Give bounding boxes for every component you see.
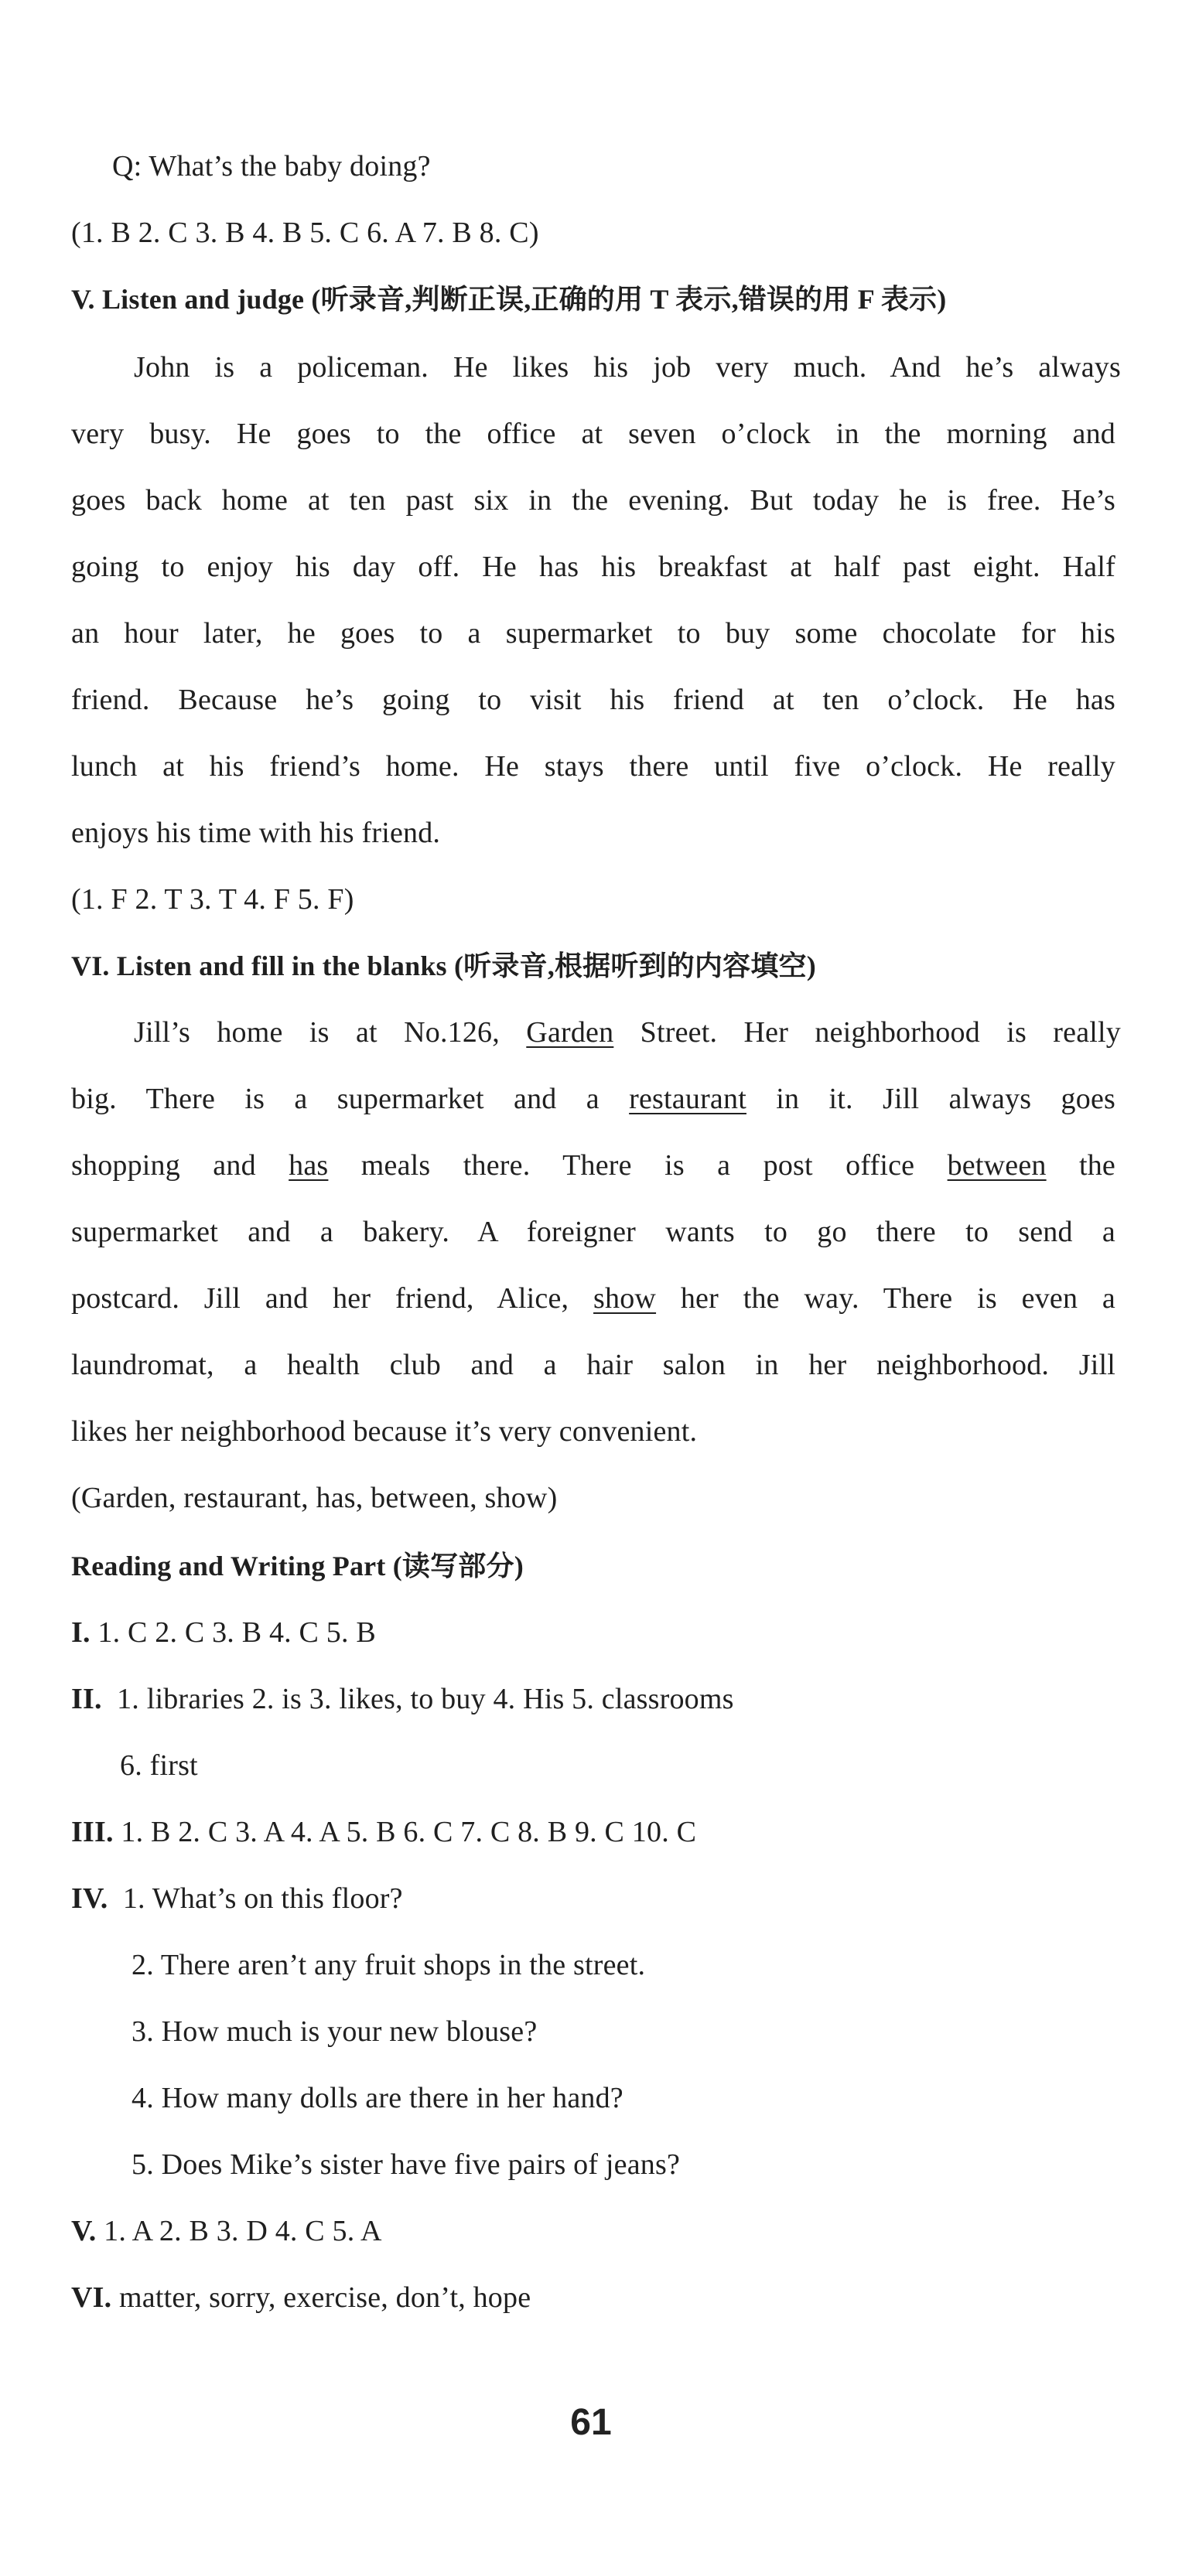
blank-answer: restaurant [629, 1083, 746, 1115]
passage-line: friend. Because he’s going to visit his friend at ten o’clock. He has [71, 684, 1115, 716]
rw-iv-item: 4. How many dolls are there in her hand? [132, 2082, 623, 2114]
passage-line: very busy. He goes to the office at seven o’clock in the morning and [71, 418, 1115, 450]
section-label: III. [71, 1816, 114, 1848]
section-v-heading: V. Listen and judge (听录音,判断正误,正确的用 T 表示,错误的用 F 表示) [71, 284, 947, 315]
passage-line: an hour later, he goes to a supermarket to buy some chocolate for his [71, 617, 1115, 650]
passage-line: lunch at his friend’s home. He stays there until five o’clock. He really [71, 750, 1115, 783]
question-line: Q: What’s the baby doing? [112, 150, 431, 183]
passage-line: goes back home at ten past six in the evening. But today he is free. He’s [71, 484, 1115, 517]
passage-line: going to enjoy his day off. He has his breakfast at half past eight. Half [71, 551, 1115, 583]
rw-section-iii: III. 1. B 2. C 3. A 4. A 5. B 6. C 7. C 8. B 9. C 10. C [71, 1810, 1115, 1854]
blank-answer: Garden [526, 1016, 614, 1049]
page-number: 61 [570, 2402, 612, 2443]
passage-line: shopping and has meals there. There is a post office between the [71, 1149, 1115, 1182]
passage-line: laundromat, a health club and a hair salon in her neighborhood. Jill [71, 1349, 1115, 1381]
rw-iv-item: 5. Does Mike’s sister have five pairs of jeans? [132, 2148, 681, 2181]
answers-section-v: (1. F 2. T 3. T 4. F 5. F) [71, 883, 354, 916]
blank-answer: has [289, 1149, 329, 1182]
passage-line: likes her neighborhood because it’s very convenient. [71, 1415, 698, 1448]
passage-line: postcard. Jill and her friend, Alice, show her the way. There is even a [71, 1282, 1115, 1315]
section-label: VI. [71, 2281, 112, 2314]
rw-section-v: V. 1. A 2. B 3. D 4. C 5. A [71, 2209, 1115, 2254]
passage-line: John is a policeman. He likes his job very much. And he’s always [134, 351, 1121, 384]
rw-section-vi: VI. matter, sorry, exercise, don’t, hope [71, 2275, 1115, 2320]
rw-section-iv: IV. 1. What’s on this floor? [71, 1876, 1115, 1921]
section-label: I. [71, 1616, 91, 1649]
passage-line: Jill’s home is at No.126, Garden Street. Her neighborhood is really [134, 1016, 1121, 1049]
rw-section-ii-cont: 6. first [120, 1749, 198, 1782]
answers-section-iv: (1. B 2. C 3. B 4. B 5. C 6. A 7. B 8. C) [71, 217, 539, 249]
passage-line: enjoys his time with his friend. [71, 817, 441, 849]
section-label: IV. [71, 1882, 108, 1915]
passage-line: supermarket and a bakery. A foreigner wants to go there to send a [71, 1216, 1115, 1248]
section-label: V. [71, 2215, 97, 2247]
section-label: II. [71, 1683, 102, 1715]
blank-answer: between [947, 1149, 1047, 1182]
rw-iv-item: 2. There aren’t any fruit shops in the street. [132, 1949, 646, 1981]
rw-section-i: I. 1. C 2. C 3. B 4. C 5. B [71, 1610, 1115, 1655]
rw-iv-item: 3. How much is your new blouse? [132, 2015, 538, 2048]
answers-section-vi: (Garden, restaurant, has, between, show) [71, 1482, 558, 1514]
blank-answer: show [593, 1282, 657, 1315]
reading-writing-heading: Reading and Writing Part (读写部分) [71, 1551, 524, 1581]
section-vi-heading: VI. Listen and fill in the blanks (听录音,根据听到的内容填空) [71, 950, 816, 981]
passage-line: big. There is a supermarket and a restaurant in it. Jill always goes [71, 1083, 1115, 1115]
rw-section-ii: II. 1. libraries 2. is 3. likes, to buy 4. His 5. classrooms [71, 1677, 1115, 1721]
